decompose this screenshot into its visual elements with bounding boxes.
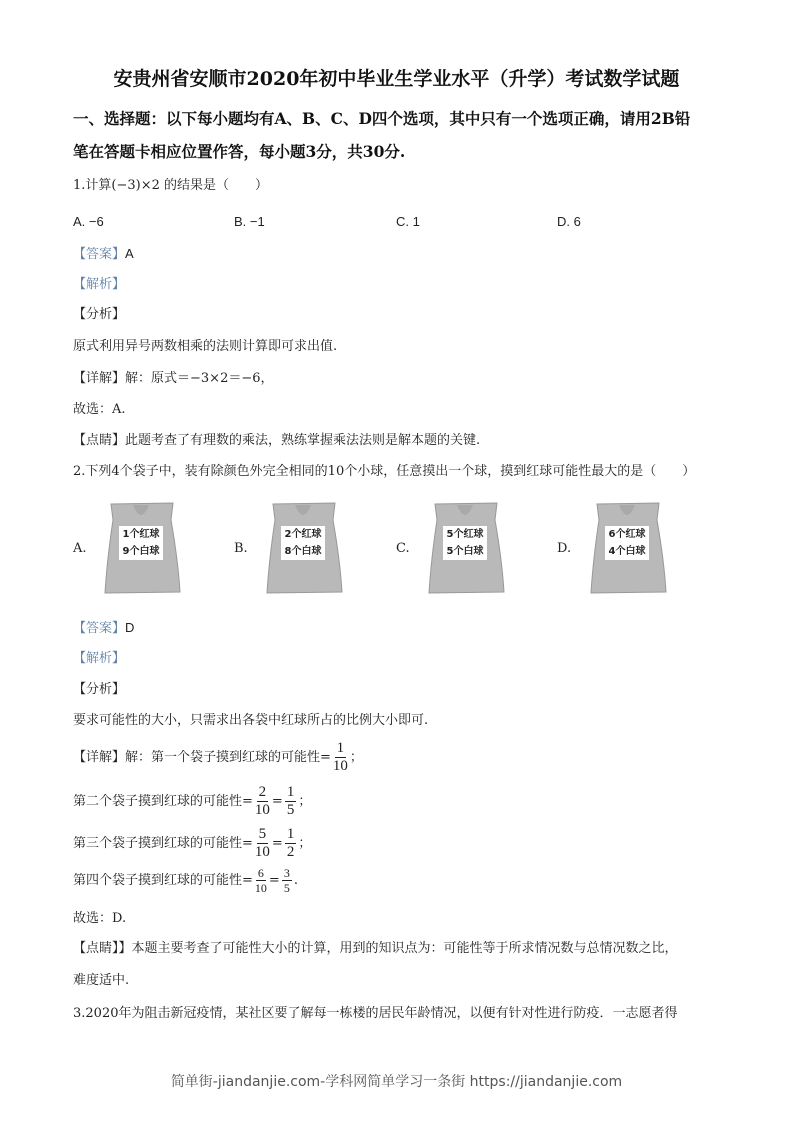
red-ball-count: 5个红球 — [446, 529, 484, 540]
denominator: 10 — [254, 881, 267, 895]
bag-option-letter: A. — [73, 541, 87, 556]
q1-analysis: 原式利用异号两数相乘的法则计算即可求出值. — [73, 339, 338, 354]
equals: = — [271, 836, 283, 851]
q1-option-a: A. −6 — [73, 214, 104, 229]
numerator: 6 — [257, 866, 264, 880]
fraction — [282, 866, 292, 895]
white-ball-count: 5个白球 — [446, 546, 484, 557]
bag-label — [605, 526, 649, 560]
q1-option-b: B. −1 — [234, 214, 265, 229]
punct: ； — [298, 794, 312, 809]
q1-dianjing — [73, 432, 480, 450]
footer-watermark: 简单街-jiandanjie.com-学科网简单学习一条街 https://jiandanjie.com — [170, 1074, 623, 1090]
answer-label: 【答案】 — [73, 621, 126, 636]
fraction — [285, 784, 297, 819]
white-ball-count: 4个白球 — [608, 546, 646, 557]
equals: = — [268, 873, 280, 888]
numerator: 5 — [258, 826, 267, 842]
denominator: 10 — [332, 758, 348, 774]
q2-dianjing-cont: 难度适中. — [73, 973, 130, 988]
q1-stem: 1.计算(−3)×2 的结果是（ ） — [73, 178, 269, 193]
punct: . — [293, 873, 298, 888]
detail-text: 解：原式＝−3×2＝−6， — [125, 371, 274, 386]
dianjing-label: 【点睛】 — [73, 433, 126, 448]
denominator: 5 — [283, 881, 290, 895]
punct: ； — [349, 750, 363, 765]
red-ball-count: 1个红球 — [122, 529, 160, 540]
q3-stem: 3.2020年为阻击新冠疫情，某社区要了解每一栋楼的居民年龄情况，以便有针对性进行防疫．一志愿者得 — [73, 1006, 678, 1021]
fraction — [285, 826, 297, 861]
detail-label: 【详解】 — [73, 371, 126, 386]
detail-label: 【详解】 — [73, 750, 126, 765]
q2-detail-1 — [73, 740, 363, 775]
q1-choose: 故选：A. — [73, 402, 126, 417]
q2-detail-4 — [73, 866, 298, 895]
fraction — [255, 866, 267, 895]
q1-jiexi-label: 【解析】 — [73, 277, 126, 292]
bag-option-letter: B. — [234, 541, 248, 556]
equals: = — [271, 794, 283, 809]
red-ball-count: 2个红球 — [284, 529, 322, 540]
white-ball-count: 9个白球 — [122, 546, 160, 557]
punct: ； — [298, 836, 312, 851]
numerator: 1 — [286, 784, 295, 800]
numerator: 1 — [336, 740, 345, 756]
fraction — [333, 740, 348, 775]
q1-option-c: C. 1 — [396, 214, 420, 229]
bag-image — [265, 500, 343, 595]
bag-label — [119, 526, 163, 560]
q1-option-d: D. 6 — [557, 214, 581, 229]
answer-value: A — [125, 246, 134, 261]
red-ball-count: 6个红球 — [608, 529, 646, 540]
numerator: 2 — [258, 784, 267, 800]
denominator: 5 — [286, 802, 295, 818]
q2-analysis: 要求可能性的大小，只需求出各袋中红球所占的比例大小即可. — [73, 713, 429, 728]
section-heading: 一、选择题：以下每小题均有A、B、C、D四个选项，其中只有一个选项正确，请用2B铅 — [73, 109, 691, 128]
detail-text: 第二个袋子摸到红球的可能性= — [73, 794, 253, 809]
answer-label: 【答案】 — [73, 247, 126, 262]
q2-fenxi-label: 【分析】 — [73, 682, 126, 697]
q1-detail — [73, 370, 274, 388]
q2-jiexi-label: 【解析】 — [73, 651, 126, 666]
bag-label — [281, 526, 325, 560]
q2-detail-3 — [73, 826, 311, 861]
bag-option-letter: D. — [557, 541, 572, 556]
dianjing-label: 【点睛】】 — [73, 941, 132, 956]
q2-answer — [73, 619, 134, 638]
dianjing-text: 本题主要考查了可能性大小的计算，用到的知识点为：可能性等于所求情况数与总情况数之比， — [131, 941, 678, 956]
bag-image — [427, 500, 505, 595]
q1-fenxi-label: 【分析】 — [73, 307, 126, 322]
denominator: 10 — [254, 844, 270, 860]
q2-detail-2 — [73, 784, 311, 819]
bag-option-letter: C. — [396, 541, 410, 556]
detail-text: 第四个袋子摸到红球的可能性= — [73, 873, 253, 888]
fraction — [255, 784, 270, 819]
detail-text: 第三个袋子摸到红球的可能性= — [73, 836, 253, 851]
q1-answer — [73, 245, 134, 264]
bag-image — [103, 500, 181, 595]
page-title: 安贵州省安顺市2020年初中毕业生学业水平（升学）考试数学试题 — [113, 68, 680, 90]
q2-choose: 故选：D. — [73, 911, 127, 926]
denominator: 10 — [254, 802, 270, 818]
q2-dianjing — [73, 940, 678, 958]
fraction — [255, 826, 270, 861]
numerator: 3 — [283, 866, 290, 880]
bag-image — [589, 500, 667, 595]
denominator: 2 — [286, 844, 295, 860]
bag-label — [443, 526, 487, 560]
detail-text: 解：第一个袋子摸到红球的可能性= — [125, 750, 331, 765]
dianjing-text: 此题考查了有理数的乘法，熟练掌握乘法法则是解本题的关键. — [125, 433, 481, 448]
q2-stem: 2.下列4个袋子中，装有除颜色外完全相同的10个小球，任意摸出一个球，摸到红球可能性最大的是（ ） — [73, 464, 696, 479]
answer-value: D — [125, 620, 135, 635]
white-ball-count: 8个白球 — [284, 546, 322, 557]
section-heading-cont: 笔在答题卡相应位置作答，每小题3分，共30分. — [73, 142, 406, 161]
numerator: 1 — [286, 826, 295, 842]
